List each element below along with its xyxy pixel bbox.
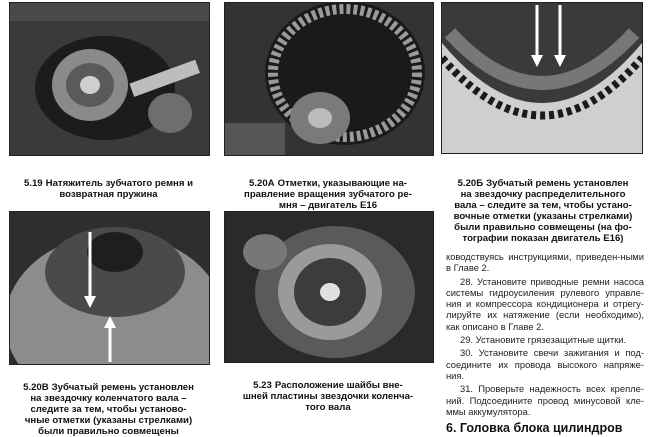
caption-5-19 <box>9 167 208 200</box>
rotation-marks-photo-graphic <box>225 3 433 155</box>
photo-5-23 <box>224 211 434 363</box>
washer-plate-photo-graphic <box>225 212 433 362</box>
photo-5-20v-crankshaft <box>9 211 210 365</box>
tensioner-photo-graphic <box>10 3 209 155</box>
caption-5-20b-camshaft <box>441 167 645 244</box>
caption-text: Натяжитель зубчатого ремня и возвратная пружина <box>45 178 194 200</box>
caption-number: 5.20А <box>249 178 275 189</box>
camshaft-sprocket-photo-graphic <box>442 3 642 153</box>
photo-5-19 <box>9 2 210 156</box>
paragraph-step-29: 29. Установите грязезащитные щитки. <box>460 334 627 346</box>
caption-text: Зубчатый ремень установлен на звездочку распределительного вала – следите за тем, чтобы устано- вочные отметки (указаны стрелками) были правильно совмещены (на фо- тографии показан двигатель Е16) <box>453 178 633 244</box>
caption-5-20v-crankshaft <box>9 371 208 437</box>
paragraph-continuation: ководствуясь инструкциями, приведен-ными в Главе 2. <box>446 251 644 274</box>
body-text-column <box>446 251 644 419</box>
caption-text: Отметки, указывающие на- правление вращения зубчатого ре- мня – двигатель Е16 <box>244 178 412 211</box>
caption-number: 5.20В <box>23 382 49 393</box>
caption-number: 5.20Б <box>457 178 484 189</box>
paragraph-step-30: 30. Установите свечи зажигания и под-соедините их провода высокого напряже-ния. <box>446 347 644 381</box>
caption-number: 5.23 <box>253 380 272 391</box>
photo-5-20b-camshaft <box>441 2 643 154</box>
caption-text: Расположение шайбы вне- шней пластины звездочки коленча- того вала <box>242 380 414 413</box>
caption-5-23 <box>224 369 432 413</box>
caption-text: Зубчатый ремень установлен на звездочку коленчатого вала – следите за тем, чтобы установо- чные отметки (указаны стрелками) были правильно совмещены <box>24 382 194 437</box>
paragraph-step-31: 31. Проверьте надежность всех крепле-ний. Подсоедините провод минусовой кле-ммы аккумулятора. <box>446 383 644 417</box>
crankshaft-sprocket-photo-graphic <box>10 212 209 364</box>
photo-5-20a <box>224 2 434 156</box>
section-heading: 6. Головка блока цилиндров <box>446 421 623 435</box>
caption-5-20a <box>224 167 432 211</box>
caption-number: 5.19 <box>23 178 43 189</box>
paragraph-step-28: 28. Установите приводные ремни насоса системы гидроусиления рулевого управле-ния и компрессора кондиционера и отрегу-лируйте их натяжение (если необходимо), как описано в Главе 2. <box>446 275 644 332</box>
